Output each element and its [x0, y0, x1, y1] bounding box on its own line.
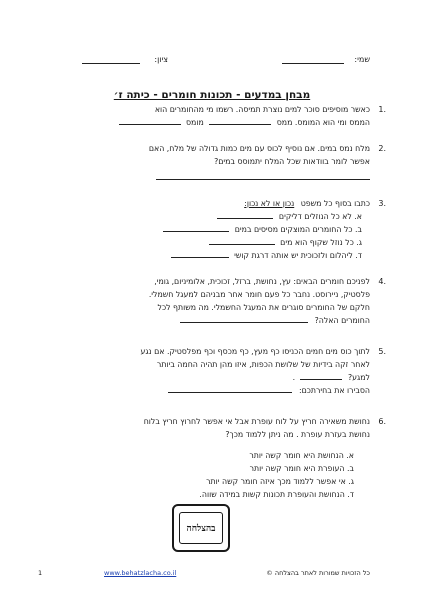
q3-item-d-text: ד. ליהלום ולזכוכית יש אותה דרגת קושי	[234, 251, 362, 260]
grade-blank[interactable]	[82, 56, 140, 64]
q4-line-1: לפניכם חומרים הבאים: עץ, נחושת, ברזל, זכוכית, אלומיניום, גומי,	[154, 277, 370, 286]
q1-number: .1	[378, 105, 386, 114]
q6-line-1: נחושת משאירה חריץ על לוח עופרת אבל אי אפשר לחרוץ חריץ בלוח	[143, 417, 370, 426]
page-title: מבחן במדעים - תכונות חומרים - כיתה ז׳	[113, 89, 311, 101]
footer-copyright: כל הזכויות שמורות לאתר בהצלחה ©	[266, 569, 370, 577]
q4-line-2: פלסטיק, ניירוסט. נחבר כל פעם חומר אחר מבניהם למעגל חשמלי.	[148, 290, 370, 299]
q4-number: .4	[378, 277, 386, 286]
q3-intro-text: כתבו בסוף כל משפט	[300, 199, 370, 208]
q5-choice-blank[interactable]	[300, 372, 342, 380]
q4-line-4-text: החומרים האלה?	[314, 316, 370, 325]
q5-line-3: למגע? .	[292, 373, 370, 382]
q3-intro-underlined: נכון או לא נכון:	[244, 199, 295, 208]
logo-text: בהצלחה	[186, 523, 216, 534]
q4-line-3: חלקם של החומרים סוגרים את המעגל החשמלי. מה משותף לכל	[157, 303, 370, 312]
q4-line-4	[50, 315, 370, 326]
q5-line-3-text: למגע?	[348, 373, 370, 382]
q3-item-a-blank[interactable]	[217, 211, 273, 219]
q3-item-a-text: א. לא כל הנוזלים דליקים	[278, 212, 362, 221]
q3-item-c	[42, 237, 362, 248]
q3-item-d	[42, 250, 362, 261]
q5-line-2: לאחר זקה בידיות של שלושת הכפות, איזו מהן תהיה החמה ביותר	[156, 360, 370, 369]
q6-number: .6	[378, 417, 386, 426]
q3-item-b-text: ב. כל החומרים המוצקים מסיסים במים	[234, 225, 362, 234]
q1-line-2	[50, 117, 370, 128]
q5-line-4-text: הסבירו את בחירתכם:	[298, 386, 370, 395]
name-blank[interactable]	[282, 56, 344, 64]
q1-solvent-blank[interactable]	[209, 117, 271, 125]
q5-line-4	[50, 385, 370, 396]
behatzlacha-logo	[172, 504, 230, 552]
grade-label: ציון:	[154, 55, 168, 64]
q2-answer-blank[interactable]	[156, 172, 370, 180]
q6-option-d[interactable]: ד. הנחושת והעופרת תכונות קשות במידה שווה.	[199, 490, 354, 499]
q5-number: .5	[378, 347, 386, 356]
q5-explain-blank[interactable]	[168, 385, 292, 393]
q3-number: .3	[378, 199, 386, 208]
q2-line-1: מלח נמס במים. אם נוסיף לכוס עם מים כמות גדולה של מלח, האם	[148, 144, 370, 153]
q1-line-1: כאשר מוסיפים סוכר למים נוצרת תמיסה. רשמו מי מהחומרים הוא	[154, 105, 370, 114]
q3-item-a	[42, 211, 362, 222]
q2-line-2: אפשר לומר בוודאות שכל המלח יתמוסס במים?	[214, 157, 370, 166]
q3-item-d-blank[interactable]	[171, 250, 229, 258]
q1-solvent-label: הממס ומי הוא המומס. ממס	[276, 118, 370, 127]
q3-item-c-text: ג. כל נוזל שקוף הוא מים	[280, 238, 362, 247]
q5-line-1: לתוך כוס מים חמים הכניסו כף מעץ, כף מכסף וכף מפלסטיק. אם נגע	[140, 347, 370, 356]
q3-item-b	[42, 224, 362, 235]
q2-number: .2	[378, 144, 386, 153]
q4-answer-blank[interactable]	[180, 315, 308, 323]
q6-line-2: נחושת בעזרת עופרת . מה ניתן ללמוד מכך?	[225, 430, 370, 439]
q1-solute-blank[interactable]	[119, 117, 181, 125]
q3-item-b-blank[interactable]	[163, 224, 229, 232]
q6-option-b[interactable]: ב. העופרת היא חומר קשה יותר	[249, 464, 354, 473]
q1-solute-label: מומס	[185, 118, 204, 127]
q6-option-c[interactable]: ג. אי אפשר ללמוד מכך איזה חומר קשה יותר	[206, 477, 354, 486]
name-label: שמי:	[354, 55, 370, 64]
q3-item-c-blank[interactable]	[209, 237, 275, 245]
footer-website-link[interactable]: www.behatzlacha.co.il	[104, 569, 177, 577]
logo-text-frame	[179, 512, 223, 544]
footer-page-number: 1	[38, 569, 43, 577]
q6-option-a[interactable]: א. הנחושת היא חומר קשה יותר	[249, 451, 354, 460]
q3-intro	[50, 198, 370, 209]
